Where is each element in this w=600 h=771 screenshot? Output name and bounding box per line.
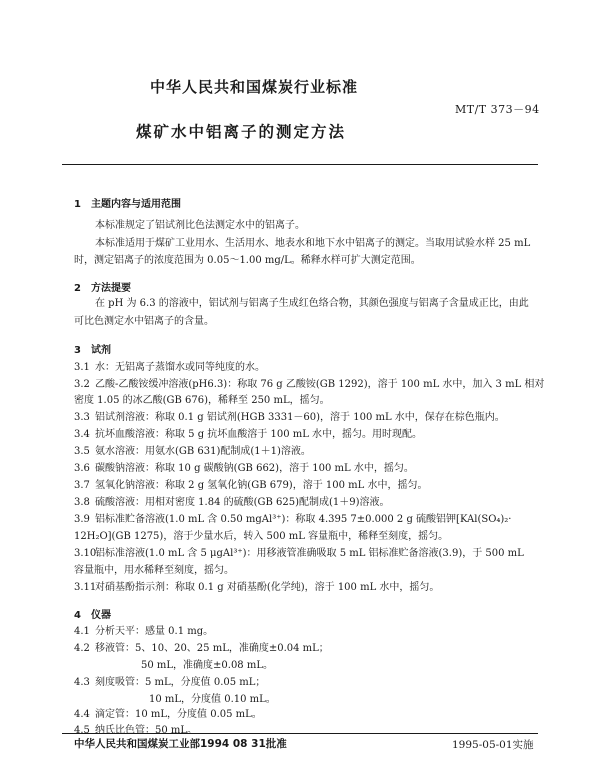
item-text: 水：无铝离子蒸馏水或同等纯度的水。	[95, 362, 265, 373]
item-number: 3.4	[74, 429, 90, 440]
item-text: 氢氧化钠溶液：称取 2 g 氢氧化钠(GB 679)，溶于 100 mL 水中，摇匀。	[95, 480, 428, 491]
section-1-para-2-cont: 时，测定铝离子的浓度范围为 0.05～1.00 mg/L。稀释水样可扩大测定范围。	[74, 255, 421, 266]
section-4-heading: 4 仪器	[74, 610, 111, 621]
item-text: 抗坏血酸溶液：称取 5 g 抗坏血酸溶于 100 mL 水中，摇匀。用时现配。	[95, 429, 423, 440]
item-text: 刻度吸管：5 mL，分度值 0.05 mL；	[95, 677, 266, 688]
item-number: 4.3	[74, 677, 90, 688]
item-text: 铝标准溶液(1.0 mL 含 5 μgAl³⁺)：用移液管准确吸取 5 mL 铝标准贮备溶液(3.9)，于 500 mL	[95, 548, 524, 559]
item-text: 铝标准贮备溶液(1.0 mL 含 0.50 mgAl³⁺)：称取 4.395 7±0.000 2 g 硫酸铝钾[KAl(SO₄)₂·	[95, 514, 512, 525]
section-2-heading: 2 方法提要	[74, 283, 131, 294]
item-text: 纳氏比色管：50 mL。	[95, 725, 198, 736]
header-rule	[62, 164, 538, 165]
item-text: 乙酸-乙酸铵缓冲溶液(pH6.3)：称取 76 g 乙酸铵(GB 1292)，溶于 100 mL 水中，加入 3 mL 相对	[95, 379, 545, 390]
item-number: 4.1	[74, 626, 90, 637]
standard-code: MT/T 373－94	[455, 103, 540, 116]
item-number: 3.8	[74, 497, 90, 508]
item-text: 碳酸钠溶液：称取 10 g 碳酸钠(GB 662)，溶于 100 mL 水中，摇匀。	[95, 463, 414, 474]
item-number: 3.5	[74, 446, 90, 457]
footer-rule	[62, 733, 538, 734]
item-text: 铝试剂溶液：称取 0.1 g 铝试剂(HGB 3331－60)，溶于 100 mL 水中，保存在棕色瓶内。	[95, 412, 505, 423]
document-title: 煤矿水中铝离子的测定方法	[136, 123, 347, 141]
section-1-para-2: 本标准适用于煤矿工业用水、生活用水、地表水和地下水中铝离子的测定。当取用试验水样 25 mL	[95, 238, 531, 249]
item-number: 3.11	[74, 582, 97, 593]
item-text-cont: 容量瓶中，用水稀释至刻度，摇匀。	[74, 565, 234, 576]
item-text: 硫酸溶液：用相对密度 1.84 的硫酸(GB 625)配制成(1＋9)溶液。	[95, 497, 390, 508]
item-number: 3.3	[74, 412, 90, 423]
item-number: 3.1	[74, 362, 90, 373]
item-number: 3.6	[74, 463, 90, 474]
item-number: 4.5	[74, 725, 90, 736]
item-number: 4.2	[74, 643, 90, 654]
section-3-heading: 3 试剂	[74, 345, 111, 356]
item-text-cont: 50 mL，准确度±0.08 mL。	[141, 660, 273, 671]
item-text-cont: 12H₂O](GB 1275)，溶于少量水后，转入 500 mL 容量瓶中，稀释至刻度，摇匀。	[74, 531, 449, 542]
item-text-cont: 密度 1.05 的冰乙酸(GB 676)，稀释至 250 mL，摇匀。	[74, 395, 330, 406]
section-2-para-1: 在 pH 为 6.3 的溶液中，铝试剂与铝离子生成红色络合物，其颜色强度与铝离子含量成正比，由此	[95, 298, 529, 309]
item-text: 移液管：5、10、20、25 mL，准确度±0.04 mL；	[95, 643, 329, 654]
item-number: 4.4	[74, 709, 90, 720]
item-text-cont: 10 mL，分度值 0.10 mL。	[149, 694, 276, 705]
item-text: 分析天平：感量 0.1 mg。	[95, 626, 214, 637]
item-number: 3.2	[74, 379, 90, 390]
standard-body-title: 中华人民共和国煤炭行业标准	[150, 78, 359, 96]
section-2-para-1-cont: 可比色测定水中铝离子的含量。	[74, 316, 214, 327]
item-text: 滴定管：10 mL，分度值 0.05 mL。	[95, 709, 262, 720]
item-number: 3.10	[74, 548, 97, 559]
section-1-heading: 1 主题内容与适用范围	[74, 199, 181, 210]
item-text: 氨水溶液：用氨水(GB 631)配制成(1＋1)溶液。	[95, 446, 311, 457]
approval-note: 中华人民共和国煤炭工业部1994 08 31批准	[74, 738, 287, 750]
item-number: 3.9	[74, 514, 90, 525]
item-text: 对硝基酚指示剂：称取 0.1 g 对硝基酚(化学纯)，溶于 100 mL 水中，摇匀。	[95, 582, 440, 593]
section-1-para-1: 本标准规定了铝试剂比色法测定水中的铝离子。	[95, 220, 305, 231]
effective-date: 1995-05-01实施	[452, 739, 534, 751]
item-number: 3.7	[74, 480, 90, 491]
